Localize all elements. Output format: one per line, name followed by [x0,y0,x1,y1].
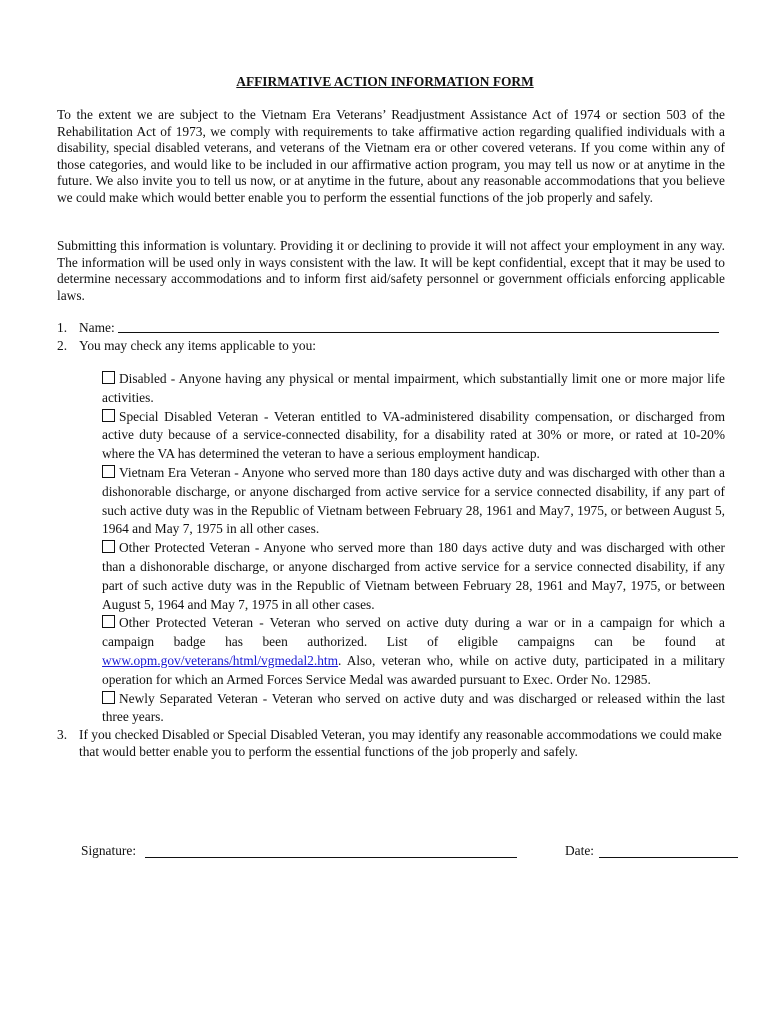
check-items-label: You may check any items applicable to you: [79,338,317,353]
checkbox-special-disabled-veteran[interactable] [102,409,115,422]
voluntary-paragraph: Submitting this information is voluntary. Providing it or declining to provide it will not affect your employment in any way. The information will be used only in ways consistent with the law. It will be kept confidential, except that it may be used to determine necessary accommodations and to inform first aid/safety personnel or government officials enforcing applicable laws. [57,238,725,303]
intro-paragraph: To the extent we are subject to the Vietnam Era Veterans’ Readjustment Assistance Act of 1974 or section 503 of the Rehabilitation Act of 1973, we comply with requirements to take affirmative action regarding qualified individuals with a disability, special disabled veterans, and veterans of the Vietnam era or other covered veterans. If you come within any of those categories, and would like to be included in our affirmative action program, you may tell us now or at anytime in the future. We also invite you to tell us now, or at anytime in the future, about any reasonable accommodations that you believe we could make which would better enable you to perform the essential functions of the job properly and safely. [57,107,725,205]
item-number: 1. [57,320,68,335]
option-other-protected-veteran-1 [102,539,725,614]
option-vietnam-era-veteran [102,464,725,539]
option-other-protected-veteran-2 [102,614,725,689]
check-items-row [57,338,316,355]
option-other-protected-veteran-1-text: Other Protected Veteran - Anyone who served more than 180 days active duty and was discharged with other than a dishonorable discharge, or anyone discharged from active service for a service connected disability, if any part of such active duty was in the Republic of Vietnam between February 28, 1961 and May7, 1975, or between August 5, 1964 and May 7, 1975 in all other cases. [102,540,725,612]
vgmedal-link[interactable]: www.opm.gov/veterans/html/vgmedal2.htm [102,652,339,668]
name-label: Name: [79,320,115,335]
name-field[interactable] [118,332,719,333]
checkbox-disabled[interactable] [102,371,115,384]
option-other-protected-veteran-2-text-cont: . Also, veteran who, while on active duty, participated in a military operation for which an Armed Forces Service Medal was awarded pursuant to Exec. Order No. 12985. [102,652,725,687]
checkbox-newly-separated-veteran[interactable] [102,691,115,704]
accommodations-text: If you checked Disabled or Special Disabled Veteran, you may identify any reasonable accommodations we could make that would better enable you to perform the essential functions of the job properly and safely. [79,727,722,759]
form-title: AFFIRMATIVE ACTION INFORMATION FORM [236,74,534,89]
name-row [57,320,725,337]
signature-field[interactable] [145,857,517,858]
option-disabled [102,370,725,408]
item-number: 2. [57,338,68,353]
signature-label: Signature: [81,843,137,858]
date-field[interactable] [599,857,738,858]
option-newly-separated-veteran [102,690,725,728]
checkbox-other-protected-veteran-1[interactable] [102,540,115,553]
checkbox-other-protected-veteran-2[interactable] [102,615,115,628]
item-number: 3. [57,727,68,742]
checkbox-vietnam-era-veteran[interactable] [102,465,115,478]
date-label: Date: [565,843,594,858]
option-special-disabled-veteran-text: Special Disabled Veteran - Veteran entitled to VA-administered disability compensation, or discharged from active duty because of a service-connected disability, for a disability rated at 30% or more, or rated at 10-20% where the VA has determined the veteran to have a serious employment handicap. [102,408,725,462]
option-special-disabled-veteran [102,408,725,464]
options-list [102,370,725,727]
option-other-protected-veteran-2-text: Other Protected Veteran - Veteran who served on active duty during a war or in a campaign for which a campaign badge has been authorized. List of eligible campaigns can be found at [102,615,725,650]
option-newly-separated-veteran-text: Newly Separated Veteran - Veteran who served on active duty and was discharged or released within the last three years. [102,690,725,725]
option-disabled-text: Disabled - Anyone having any physical or mental impairment, which substantially limit one or more major life activities. [102,371,725,405]
accommodations-question [57,727,725,759]
option-vietnam-era-veteran-text: Vietnam Era Veteran - Anyone who served more than 180 days active duty and was discharged with other than a dishonorable discharge, or anyone discharged from active service for a service connected disability, if any part of such active duty was in the Republic of Vietnam between February 28, 1961 and May7, 1975, or between August 5, 1964 and May 7, 1975 in all other cases. [102,464,725,537]
